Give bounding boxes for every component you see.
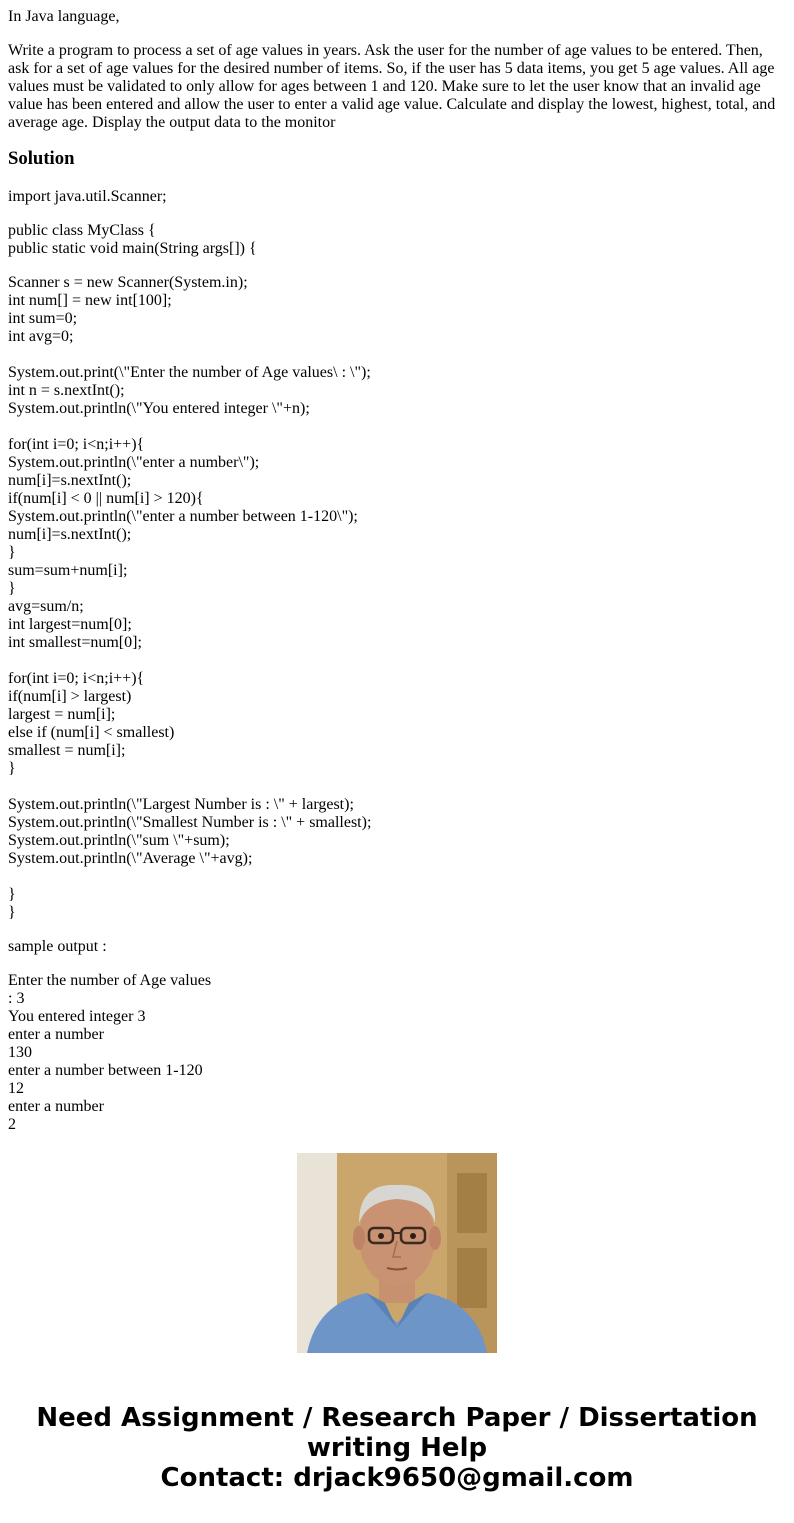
code-line [8, 418, 786, 436]
output-line: Enter the number of Age values [8, 972, 212, 989]
code-line: int n = s.nextInt(); [8, 382, 125, 399]
code-line: int sum=0; [8, 310, 78, 327]
code-line [8, 778, 786, 796]
code-line: int largest=num[0]; [8, 616, 132, 633]
output-line: 130 [8, 1044, 32, 1061]
output-line: enter a number between 1-120 [8, 1062, 203, 1079]
sample-output [8, 972, 786, 1134]
output-line: 12 [8, 1080, 24, 1097]
code-line [8, 346, 786, 364]
code-line: largest = num[i]; [8, 706, 116, 723]
question-body: Write a program to process a set of age values in years. Ask the user for the number of age values to be entered. Then, ask for a set of age values for the desired number of items. So, if the user has 5 data items, you get 5 age values. All age values must be validated to only allow for ages between 1 and 120. Make sure to let the user know that an invalid age value has been entered and allow the user to enter a valid age value. Calculate and display the lowest, highest, total, and average age. Display the output data to the monitor [8, 42, 776, 131]
footer-line-2: writing Help [306, 1433, 488, 1463]
sample-output-clipped [8, 972, 786, 1133]
code-line: System.out.println(\"enter a number\"); [8, 454, 260, 471]
code-line: System.out.print(\"Enter the number of Age values\ : \"); [8, 364, 371, 381]
code-line [8, 652, 786, 670]
solution-heading: Solution [8, 148, 75, 169]
code-line: public static void main(String args[]) { [8, 240, 257, 257]
code-line: num[i]=s.nextInt(); [8, 472, 132, 489]
author-photo-avatar [297, 1153, 497, 1353]
code-line: } [8, 544, 16, 561]
person-portrait-icon [297, 1153, 497, 1353]
document-content [8, 8, 786, 1133]
footer-contact: Contact: drjack9650@gmail.com [160, 1463, 634, 1493]
code-paragraph [8, 938, 786, 956]
code-line: } [8, 886, 16, 903]
code-line: sample output : [8, 938, 107, 955]
code-line: } [8, 580, 16, 597]
code-line: int smallest=num[0]; [8, 634, 142, 651]
code-line: smallest = num[i]; [8, 742, 126, 759]
code-line [8, 868, 786, 886]
output-line: : 3 [8, 990, 25, 1007]
code-line: int num[] = new int[100]; [8, 292, 172, 309]
code-line: System.out.println(\"Average \"+avg); [8, 850, 253, 867]
code-line: System.out.println(\"enter a number between 1-120\"); [8, 508, 358, 525]
code-line: int avg=0; [8, 328, 74, 345]
code-paragraph [8, 188, 786, 206]
output-line: enter a number [8, 1026, 104, 1043]
code-line: else if (num[i] < smallest) [8, 724, 175, 741]
code-paragraph [8, 222, 786, 258]
footer-banner [0, 1403, 794, 1493]
code-line: sum=sum+num[i]; [8, 562, 128, 579]
code-line: for(int i=0; i<n;i++){ [8, 436, 145, 453]
code-line: } [8, 760, 16, 777]
output-line: 2 [8, 1116, 16, 1133]
code-line: Scanner s = new Scanner(System.in); [8, 274, 248, 291]
code-paragraph [8, 274, 786, 922]
code-line: System.out.println(\"Smallest Number is : \" + smallest); [8, 814, 372, 831]
code-line: System.out.println(\"sum \"+sum); [8, 832, 230, 849]
code-line: if(num[i] < 0 || num[i] > 120){ [8, 490, 204, 507]
code-line: avg=sum/n; [8, 598, 84, 615]
output-line: enter a number [8, 1098, 104, 1115]
code-line: for(int i=0; i<n;i++){ [8, 670, 145, 687]
code-line: public class MyClass { [8, 222, 156, 239]
code-line: } [8, 904, 16, 921]
question-intro: In Java language, [8, 8, 120, 25]
code-line: System.out.println(\"Largest Number is : \" + largest); [8, 796, 354, 813]
footer-line-1: Need Assignment / Research Paper / Dissertation [36, 1403, 758, 1433]
output-line: You entered integer 3 [8, 1008, 146, 1025]
solution-code [8, 188, 786, 956]
code-line: if(num[i] > largest) [8, 688, 132, 705]
code-line: num[i]=s.nextInt(); [8, 526, 132, 543]
code-line: System.out.println(\"You entered integer \"+n); [8, 400, 310, 417]
code-line: import java.util.Scanner; [8, 188, 167, 205]
